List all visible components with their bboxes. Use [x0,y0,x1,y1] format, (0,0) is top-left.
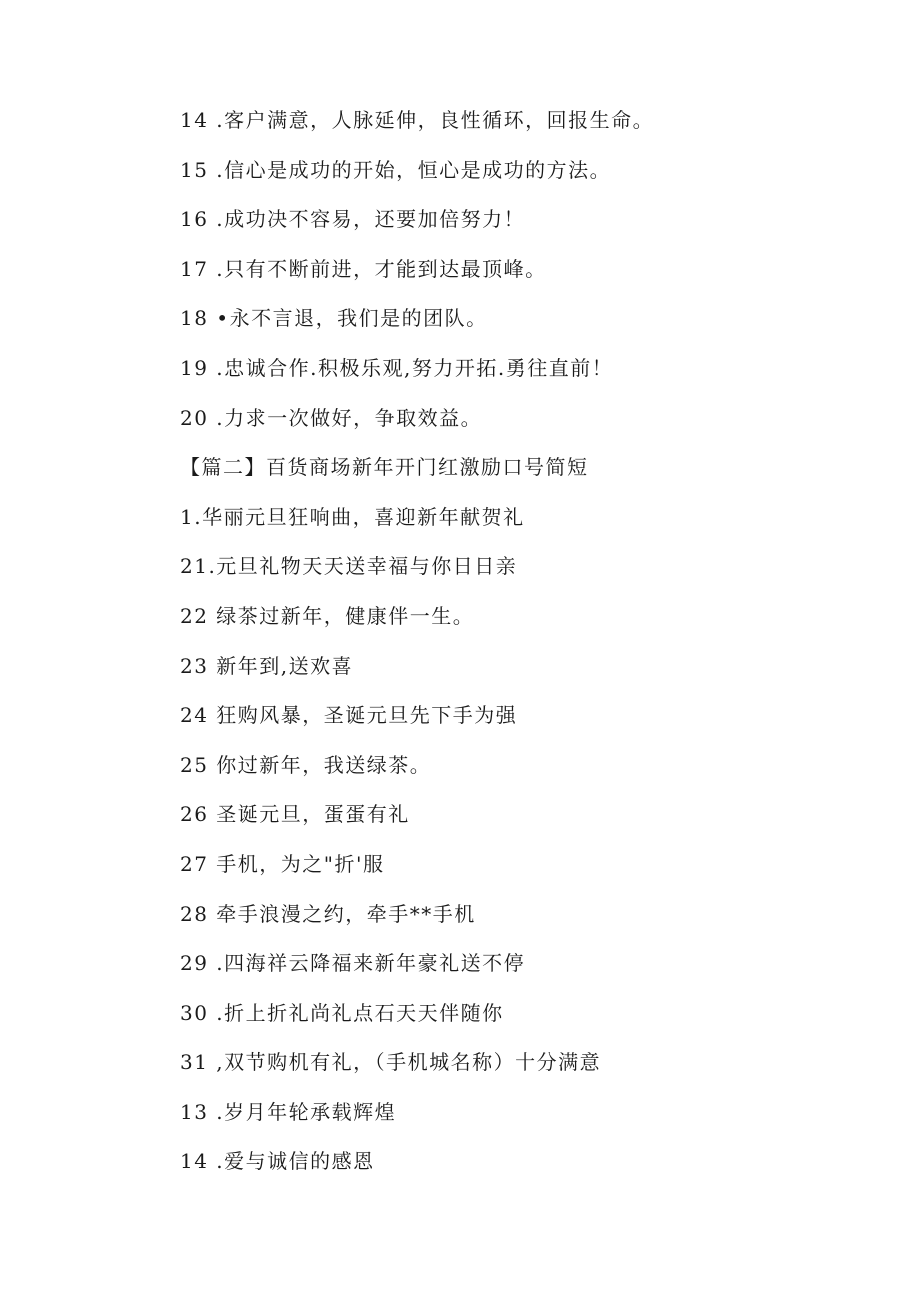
text-line: 23 新年到,送欢喜 [180,653,354,678]
text-line: 15 .信心是成功的开始，恒心是成功的方法。 [180,157,612,182]
text-line: 22 绿茶过新年，健康伴一生。 [180,603,475,628]
text-line: 29 .四海祥云降福来新年豪礼送不停 [180,951,526,976]
text-line: 19 .忠诚合作.积极乐观,努力开拓.勇往直前！ [180,355,614,380]
text-line: 1.华丽元旦狂响曲，喜迎新年献贺礼 [180,504,525,529]
text-line: 21.元旦礼物天天送幸福与你日日亲 [180,554,518,579]
text-line: 30 .折上折礼尚礼点石天天伴随你 [180,1000,504,1025]
text-line: 28 牵手浪漫之约，牵手**手机 [180,901,476,926]
text-line: 27 手机，为之"折'服 [180,851,385,876]
text-line: 16 .成功决不容易，还要加倍努力！ [180,207,526,232]
section-heading: 【篇二】百货商场新年开门红激励口号简短 [180,455,589,480]
text-line: 13 .岁月年轮承载辉煌 [180,1099,397,1124]
text-line: 18 •永不言退，我们是的团队。 [180,306,488,331]
text-line: 31 ,双节购机有礼，（手机城名称）十分满意 [180,1050,602,1075]
text-line: 17 .只有不断前进，才能到达最顶峰。 [180,256,547,281]
text-line: 20 .力求一次做好，争取效益。 [180,405,483,430]
text-line: 25 你过新年，我送绿茶。 [180,752,432,777]
text-line: 14 .爱与诚信的感恩 [180,1149,375,1174]
text-line: 14 .客户满意，人脉延伸，良性循环，回报生命。 [180,108,655,132]
text-line: 24 狂购风暴，圣诞元旦先下手为强 [180,703,518,728]
text-body [180,100,880,1191]
text-line: 26 圣诞元旦，蛋蛋有礼 [180,802,410,827]
